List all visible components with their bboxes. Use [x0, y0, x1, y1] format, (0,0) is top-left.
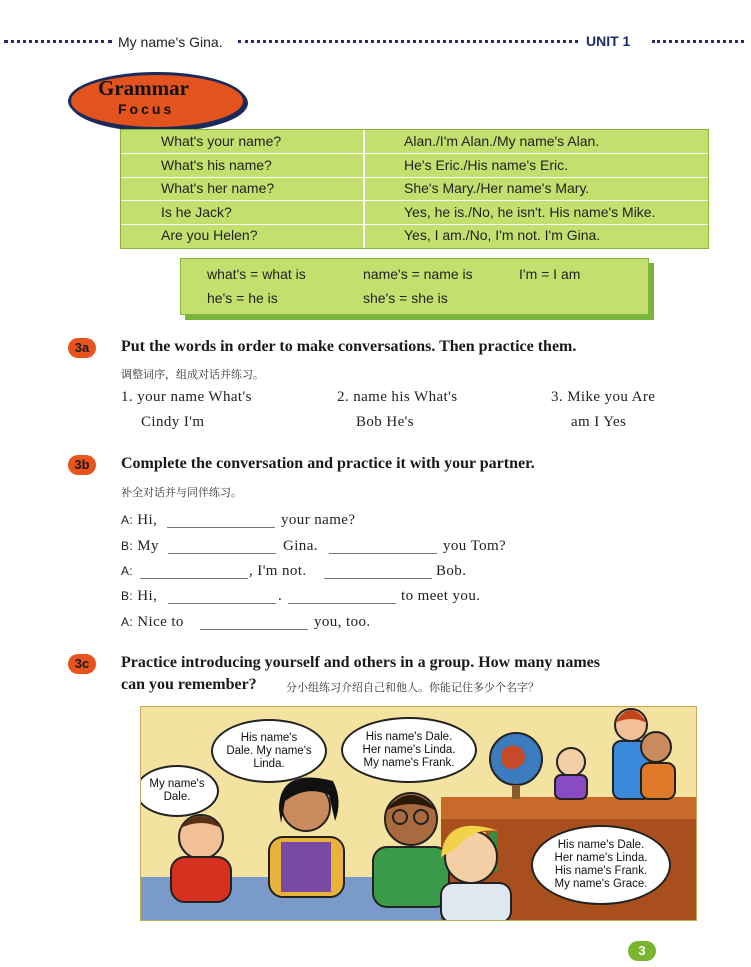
grammar-table: [120, 129, 709, 249]
dialogue-text: Gina.: [283, 538, 318, 554]
dialogue-text: you, too.: [314, 614, 371, 630]
answer-blank[interactable]: [329, 553, 437, 554]
question-cell: What's your name?: [161, 133, 282, 149]
speaker-label: A:: [121, 564, 134, 578]
page-header-title: My name's Gina.: [118, 34, 223, 50]
table-row: [121, 224, 708, 247]
bubble-line: His name's Dale.: [557, 839, 645, 851]
dialogue-text: , I'm not.: [249, 563, 307, 579]
table-row: [121, 201, 708, 225]
bubble-line: Her name's Linda.: [362, 743, 456, 756]
dialogue-text: My: [137, 538, 159, 554]
section-3c-title-line1: Practice introducing yourself and others in a group. How many names: [121, 654, 600, 671]
student-face: [557, 748, 585, 776]
word-order-item-2: 2. name his What's: [337, 389, 458, 405]
word-order-item-1: 1. your name What's: [121, 389, 252, 405]
section-3a-title: Put the words in order to make conversations. Then practice them.: [121, 338, 577, 355]
question-cell: What's his name?: [161, 157, 272, 173]
contraction-item: name's = name is: [363, 266, 473, 282]
section-3a-badge: 3a: [68, 338, 96, 358]
section-3b-title: Complete the conversation and practice it with your partner.: [121, 455, 535, 472]
contraction-item: he's = he is: [207, 290, 278, 306]
header-dots-middle: [238, 40, 578, 47]
dialogue-text: to meet you.: [401, 588, 481, 604]
answer-blank[interactable]: [200, 629, 308, 630]
contractions-box: [180, 258, 649, 315]
answer-blank[interactable]: [288, 603, 396, 604]
bubble-line: His name's: [240, 731, 298, 744]
answer-cell: Yes, I am./No, I'm not. I'm Gina.: [404, 227, 601, 243]
word-order-item-2-cont: Bob He's: [356, 414, 414, 430]
word-order-item-3: 3. Mike you Are: [551, 389, 656, 405]
section-3a-chinese-note: 调整词序，组成对话并练习。: [121, 368, 264, 381]
contraction-item: she's = she is: [363, 290, 448, 306]
answer-blank[interactable]: [140, 578, 248, 579]
contraction-item: what's = what is: [207, 266, 306, 282]
dialogue-text: Hi,: [137, 512, 158, 528]
student-face: [641, 732, 671, 762]
speaker-label: A:: [121, 615, 134, 629]
student-vest: [281, 842, 331, 892]
answer-blank[interactable]: [324, 578, 432, 579]
answer-cell: Yes, he is./No, he isn't. His name's Mike.: [404, 204, 656, 220]
dialogue-line: [121, 512, 157, 529]
student-shirt: [171, 857, 231, 902]
bubble-line: Her name's Linda.: [554, 852, 648, 864]
dialogue-line: [121, 588, 157, 605]
header-dots-left: [4, 40, 112, 47]
bubble-line: Dale. My name's: [226, 744, 312, 757]
word-order-item-1-cont: Cindy I'm: [141, 414, 205, 430]
classroom-illustration: [140, 706, 697, 921]
word-order-item-3-cont: am I Yes: [571, 414, 627, 430]
dialogue-text: you Tom?: [443, 538, 507, 554]
bubble-line: My name's Frank.: [363, 756, 455, 769]
speaker-label: B:: [121, 589, 134, 603]
answer-blank[interactable]: [168, 553, 276, 554]
answer-blank[interactable]: [168, 603, 276, 604]
unit-label: UNIT 1: [586, 33, 631, 49]
grammar-focus-label-line1: Grammar: [98, 76, 189, 100]
student-shirt: [441, 883, 511, 920]
student-shirt: [373, 847, 449, 907]
table-row: [121, 177, 708, 201]
dialogue-line: [121, 614, 184, 631]
answer-blank[interactable]: [167, 527, 275, 528]
speech-bubble: [531, 825, 671, 905]
bubble-line: My name's: [149, 778, 205, 790]
answer-cell: Alan./I'm Alan./My name's Alan.: [404, 133, 600, 149]
bubble-line: My name's Grace.: [554, 878, 648, 890]
grammar-focus-label-line2: Focus: [118, 101, 175, 117]
bubble-line: His name's Dale.: [365, 730, 453, 743]
question-cell: Are you Helen?: [161, 227, 258, 243]
question-cell: What's her name?: [161, 180, 275, 196]
bubble-line: Dale.: [163, 791, 191, 803]
table-row: [121, 130, 708, 154]
dialogue-line: [121, 538, 159, 555]
header-dots-right: [652, 40, 744, 47]
dialogue-text: Bob.: [436, 563, 467, 579]
dialogue-text: Hi,: [137, 588, 158, 604]
speech-bubble: [341, 717, 477, 783]
answer-cell: He's Eric./His name's Eric.: [404, 157, 569, 173]
section-3b-chinese-note: 补全对话并与同伴练习。: [121, 486, 242, 499]
dialogue-text: Nice to: [137, 614, 184, 630]
answer-cell: She's Mary./Her name's Mary.: [404, 180, 590, 196]
page-number: 3: [628, 941, 656, 961]
globe-stand: [512, 785, 520, 799]
student-shirt: [555, 775, 587, 799]
student-shirt: [641, 763, 675, 799]
contraction-item: I'm = I am: [519, 266, 581, 282]
question-cell: Is he Jack?: [161, 204, 232, 220]
bubble-line: Linda.: [253, 757, 285, 770]
speech-bubble: [211, 719, 327, 783]
dialogue-text: .: [278, 588, 283, 604]
speaker-label: A:: [121, 513, 134, 527]
bubble-line: His name's Frank.: [554, 865, 648, 877]
section-3c-title-line2: can you remember?: [121, 676, 257, 693]
section-3c-badge: 3c: [68, 654, 96, 674]
table-row: [121, 154, 708, 178]
dialogue-text: your name?: [281, 512, 356, 528]
bookshelf-top: [441, 797, 696, 819]
speaker-label: B:: [121, 539, 134, 553]
section-3b-badge: 3b: [68, 455, 96, 475]
section-3c-chinese-note: 分小组练习介绍自己和他人。你能记住多少个名字？: [286, 681, 539, 694]
dialogue-line: [121, 563, 133, 580]
